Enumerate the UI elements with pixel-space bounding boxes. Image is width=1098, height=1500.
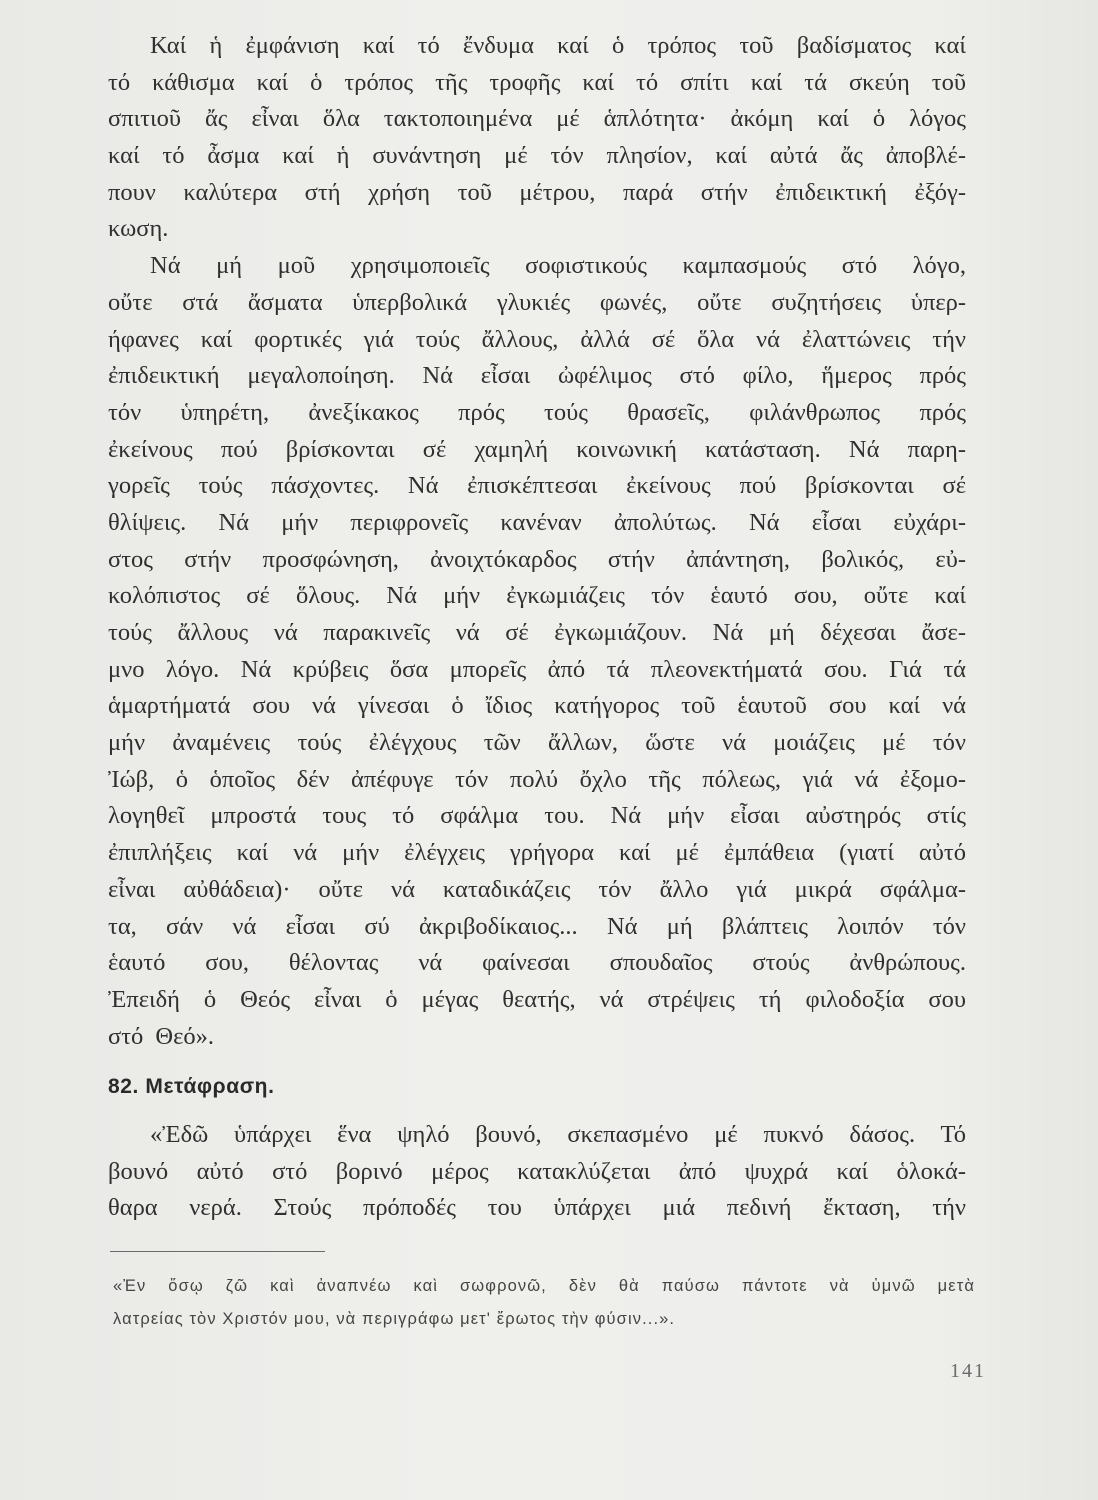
text-line: ήφανες καί φορτικές γιά τούς ἄλλους, ἀλλά σέ ὅλα νά ἐλαττώνεις τήν bbox=[108, 325, 966, 353]
text-line: σπιτιοῦ ἄς εἶναι ὅλα τακτοποιημένα μέ ἁπλότητα· ἀκόμη καί ὁ λόγος bbox=[108, 105, 966, 133]
text-line: Ἐπειδή ὁ Θεός εἶναι ὁ μέγας θεατής, νά στρέψεις τή φιλοδοξία σου bbox=[108, 985, 966, 1013]
text-line: ἐπιδεικτική μεγαλοποίηση. Νά εἶσαι ὠφέλιμος στό φίλο, ἥμερος πρός bbox=[108, 362, 966, 390]
text-line: ἐπιπλήξεις καί νά μήν ἐλέγχεις γρήγορα καί μέ ἐμπάθεια (γιατί αὐτό bbox=[108, 839, 966, 867]
text-line: τα, σάν νά εἶσαι σύ ἀκριβοδίκαιος... Νά μή βλάπτεις λοιπόν τόν bbox=[108, 912, 966, 940]
text-line: «Ἐδῶ ὑπάρχει ἕνα ψηλό βουνό, σκεπασμένο μέ πυκνό δάσος. Τό bbox=[150, 1120, 966, 1148]
text-line: βουνό αὐτό στό βορινό μέρος κατακλύζεται ἀπό ψυχρά καί ὁλοκά- bbox=[108, 1157, 966, 1185]
page-number: 141 bbox=[950, 1360, 986, 1382]
text-line: θλίψεις. Νά μήν περιφρονεῖς κανέναν ἀπολύτως. Νά εἶσαι εὐχάρι- bbox=[108, 508, 966, 536]
paragraph bbox=[108, 248, 966, 1055]
paragraph bbox=[108, 1117, 966, 1227]
footnote bbox=[113, 1270, 975, 1336]
paragraph bbox=[108, 28, 966, 248]
text-line: λογηθεῖ μπροστά τους τό σφάλμα του. Νά μήν εἶσαι αὐστηρός στίς bbox=[108, 802, 966, 830]
text-line: πουν καλύτερα στή χρήση τοῦ μέτρου, παρά στήν ἐπιδεικτική ἐξόγ- bbox=[108, 178, 966, 206]
text-line: τούς ἄλλους νά παρακινεῖς νά σέ ἐγκωμιάζουν. Νά μή δέχεσαι ἄσε- bbox=[108, 619, 966, 646]
text-line: καί τό ἆσμα καί ἡ συνάντηση μέ τόν πλησίον, καί αὐτά ἄς ἀποβλέ- bbox=[108, 142, 966, 170]
text-line: ἁμαρτήματά σου νά γίνεσαι ὁ ἴδιος κατήγορος τοῦ ἑαυτοῦ σου καί νά bbox=[108, 692, 966, 720]
text-line: ἐκείνους πού βρίσκονται σέ χαμηλή κοινωνική κατάσταση. Νά παρη- bbox=[108, 435, 966, 463]
text-line: τό κάθισμα καί ὁ τρόπος τῆς τροφῆς καί τό σπίτι καί τά σκεύη τοῦ bbox=[108, 68, 966, 96]
text-line: Ἰώβ, ὁ ὁποῖος δέν ἀπέφυγε τόν πολύ ὄχλο τῆς πόλεως, γιά νά ἐξομο- bbox=[108, 765, 966, 793]
text-line: μήν ἀναμένεις τούς ἐλέγχους τῶν ἄλλων, ὥστε νά μοιάζεις μέ τόν bbox=[108, 729, 966, 757]
footnote-rule bbox=[110, 1251, 325, 1252]
text-line: θαρα νερά. Στούς πρόποδές του ὑπάρχει μιά πεδινή ἔκταση, τήν bbox=[108, 1194, 966, 1222]
footnote-line: λατρείας τὸν Χριστόν μου, νὰ περιγράφω μετ' ἔρωτος τὴν φύσιν...». bbox=[113, 1310, 676, 1328]
text-line: στό Θεό». bbox=[108, 1022, 215, 1050]
text-line: Καί ἡ ἐμφάνιση καί τό ἔνδυμα καί ὁ τρόπος τοῦ βαδίσματος καί bbox=[150, 32, 966, 59]
text-line: κωση. bbox=[108, 215, 169, 243]
footnote-line: «Ἐν ὅσῳ ζῶ καὶ ἀναπνέω καὶ σωφρονῶ, δὲν θὰ παύσω πάντοτε νὰ ὑμνῶ μετὰ bbox=[113, 1277, 975, 1295]
text-line: τόν ὑπηρέτη, ἀνεξίκακος πρός τούς θρασεῖς, φιλάνθρωπος πρός bbox=[108, 398, 966, 426]
text-line: οὔτε στά ἄσματα ὑπερβολικά γλυκιές φωνές, οὔτε συζητήσεις ὑπερ- bbox=[108, 288, 966, 316]
text-line: εἶναι αὐθάδεια)· οὔτε νά καταδικάζεις τόν ἄλλο γιά μικρά σφάλμα- bbox=[108, 875, 966, 903]
text-line: στος στήν προσφώνηση, ἀνοιχτόκαρδος στήν ἀπάντηση, βολικός, εὐ- bbox=[108, 545, 966, 573]
text-line: μνο λόγο. Νά κρύβεις ὅσα μπορεῖς ἀπό τά πλεονεκτήματά σου. Γιά τά bbox=[108, 655, 966, 683]
body-text bbox=[108, 28, 966, 1227]
section-heading: 82. Μετάφραση. bbox=[108, 1075, 275, 1099]
text-line: γορεῖς τούς πάσχοντες. Νά ἐπισκέπτεσαι ἐκείνους πού βρίσκονται σέ bbox=[108, 472, 966, 500]
text-line: κολόπιστος σέ ὅλους. Νά μήν ἐγκωμιάζεις τόν ἑαυτό σου, οὔτε καί bbox=[108, 582, 966, 610]
text-line: Νά μή μοῦ χρησιμοποιεῖς σοφιστικούς καμπασμούς στό λόγο, bbox=[150, 252, 966, 280]
text-line: ἑαυτό σου, θέλοντας νά φαίνεσαι σπουδαῖος στούς ἀνθρώπους. bbox=[108, 949, 966, 977]
